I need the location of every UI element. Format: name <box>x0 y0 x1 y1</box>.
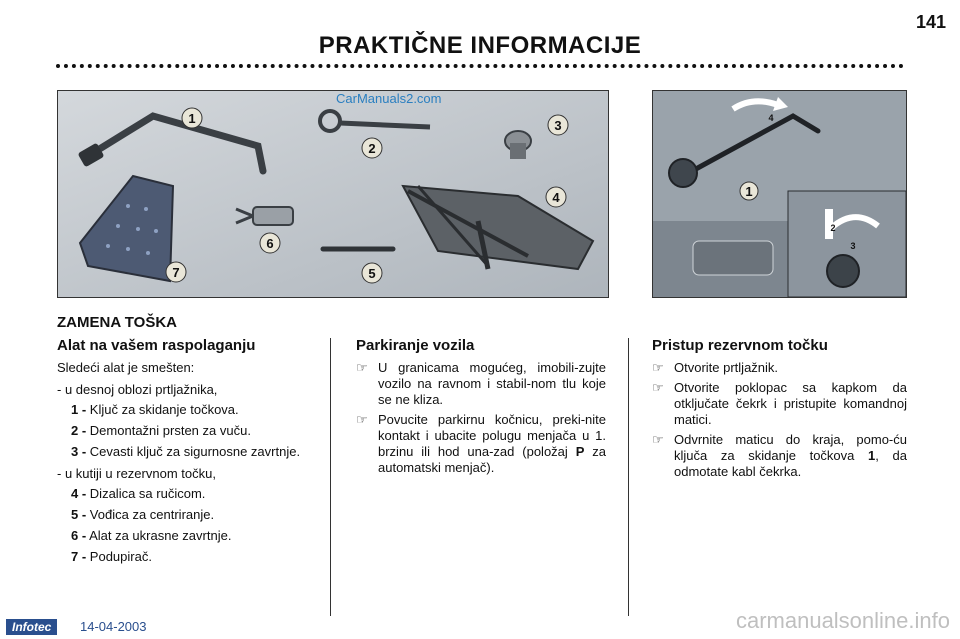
bullet-text: U granicama mogućeg, imobili-zujte vozilo na ravnom i stabil-nom tlu koje se ne kliza. <box>378 360 606 407</box>
list-item <box>57 423 317 439</box>
site-watermark: carmanualsonline.info <box>735 608 950 633</box>
item-number: 2 - <box>71 423 87 438</box>
callout-2: 2 <box>368 141 376 156</box>
group1-label: - u desnoj oblozi prtljažnika, <box>57 382 218 397</box>
item-number: 5 - <box>71 507 87 522</box>
title-divider <box>56 64 904 68</box>
list-item <box>652 432 907 480</box>
list-item <box>356 360 606 408</box>
bullet-text: Povucite parkirnu kočnicu, preki-nite kontakt i ubacite polugu menjača u 1. brzinu ili hod una-zad (položaj <box>378 412 606 459</box>
footer-date: 14-04-2003 <box>80 619 147 634</box>
list-item <box>57 486 317 502</box>
callout-6: 6 <box>266 236 274 251</box>
callout-1: 1 <box>188 111 196 126</box>
trunk-callout-2: 2 <box>830 223 836 233</box>
bullet-text: Odvrnite maticu do kraja, pomo-ću ključa za skidanje točkova <box>674 432 907 463</box>
trunk-callout-3: 3 <box>850 241 856 251</box>
tools-intro: Sledeći alat je smešten: <box>57 360 195 375</box>
hand-pointer-icon: ☞ <box>356 412 368 427</box>
callout-7: 7 <box>172 265 180 280</box>
spare-wheel-column <box>652 338 907 484</box>
infotec-logo: Infotec <box>6 619 57 635</box>
page-title: PRAKTIČNE INFORMACIJE <box>318 32 642 59</box>
item-text: Alat za ukrasne zavrtnje. <box>89 528 232 543</box>
list-item <box>57 528 317 544</box>
figure-watermark: CarManuals2.com <box>336 91 442 106</box>
spare-wheel-heading: Pristup rezervnom točku <box>652 337 828 354</box>
tools-drawing <box>58 91 608 297</box>
list-item <box>57 507 317 523</box>
group2-label: - u kutiji u rezervnom točku, <box>57 466 216 481</box>
hand-pointer-icon: ☞ <box>356 360 368 375</box>
parking-heading: Parkiranje vozila <box>356 337 475 354</box>
tools-column <box>57 338 317 570</box>
hand-pointer-icon: ☞ <box>652 380 664 395</box>
column-divider <box>330 338 331 616</box>
callout-3: 3 <box>554 118 562 133</box>
item-number: 1 - <box>71 402 87 417</box>
item-text: Dizalica sa ručicom. <box>89 486 206 501</box>
callout-5: 5 <box>368 266 376 281</box>
list-item <box>57 402 317 418</box>
trunk-callout-4: 4 <box>768 113 774 123</box>
hand-pointer-icon: ☞ <box>652 432 664 447</box>
trunk-drawing <box>653 91 906 297</box>
list-item <box>356 412 606 476</box>
item-text: Demontažni prsten za vuču. <box>89 423 251 438</box>
item-number: 3 - <box>71 444 87 459</box>
item-text: Podupirač. <box>89 549 152 564</box>
item-text: Cevasti ključ za sigurnosne zavrtnje. <box>89 444 301 459</box>
bullet-tail: , da odmotate kabl čekrka. <box>674 448 907 479</box>
list-item <box>652 360 907 376</box>
section-title: ZAMENA TOŠKA <box>57 314 177 331</box>
list-item <box>57 549 317 565</box>
item-text: Vođica za centriranje. <box>89 507 215 522</box>
item-number: 7 - <box>71 549 87 564</box>
bullet-tail: za automatski menjač). <box>378 444 606 475</box>
trunk-callout-1: 1 <box>745 184 753 199</box>
bullet-emphasis: 1 <box>868 448 876 463</box>
hand-pointer-icon: ☞ <box>652 360 664 375</box>
bullet-text: Otvorite poklopac sa kapkom da otključate čekrk i pristupite komandnoj matici. <box>674 380 907 427</box>
list-item <box>652 380 907 428</box>
list-item <box>57 444 317 460</box>
tools-illustration <box>57 90 609 298</box>
item-text: Ključ za skidanje točkova. <box>89 402 239 417</box>
item-number: 6 - <box>71 528 87 543</box>
bullet-text: Otvorite prtljažnik. <box>674 360 779 375</box>
trunk-illustration <box>652 90 907 298</box>
parking-column <box>356 338 606 480</box>
column-divider <box>628 338 629 616</box>
page-number: 141 <box>915 12 946 32</box>
bullet-emphasis: P <box>575 444 585 459</box>
tools-heading: Alat na vašem raspolaganju <box>57 337 256 354</box>
callout-4: 4 <box>552 190 560 205</box>
item-number: 4 - <box>71 486 87 501</box>
